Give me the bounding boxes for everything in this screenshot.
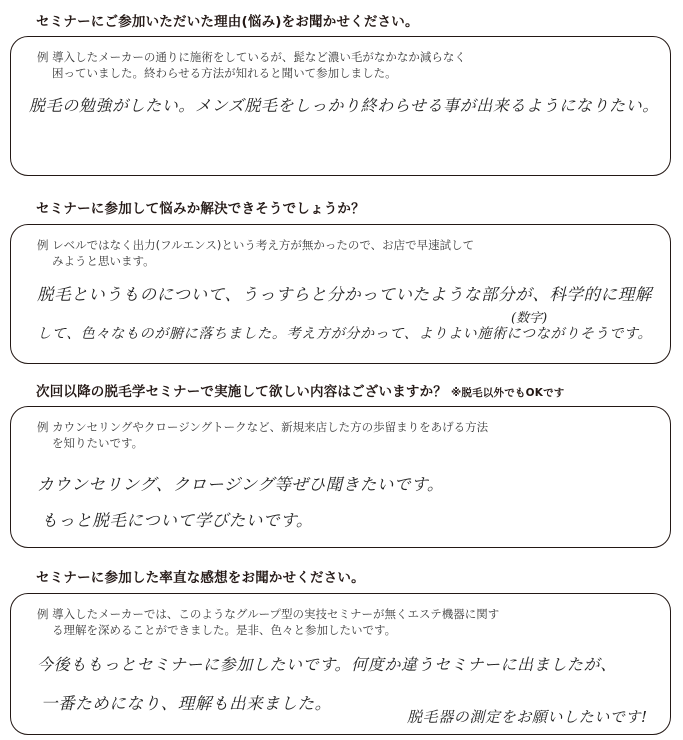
example-4-line-1: 例 導入したメーカーでは、このようなグループ型の実技セミナーが無くエステ機器に関す [37,607,500,621]
answer-box-4 [10,593,671,735]
handwritten-answer-4-line-1: 今後ももっとセミナーに参加したいです。何度か違うセミナーに出ましたが、 [37,655,617,674]
example-text-2 [37,237,474,269]
handwritten-answer-3-line-2: もっと脱毛について学びたいです。 [41,511,313,530]
question-3 [36,380,564,400]
answer-box-2 [10,224,671,364]
example-2-line-2: みようと思います。 [52,254,155,268]
example-text-3 [37,419,488,451]
example-3-line-1: 例 カウンセリングやクロージングトークなど、新規来店した方の歩留まりをあげる方法 [37,420,489,434]
answer-box-3 [10,406,671,548]
question-3-text: 次回以降の脱毛学セミナーで実施して欲しい内容はございますか？ [36,384,447,400]
handwritten-answer-2-line-1: 脱毛というものについて、うっすらと分かっていたような部分が、科学的に理解 [37,285,652,304]
handwritten-answer-2-line-2: して、色々なものが腑に落ちました。考え方が分かって、よりよい施術につながりそうです。 [37,326,653,342]
example-3-line-2: を知りたいです。 [52,436,144,450]
example-4-line-2: る理解を深めることができました。是非、色々と参加したいです。 [52,623,397,637]
handwritten-answer-1-line-1: 脱毛の勉強がしたい。メンズ脱毛をしっかり終わらせる事が出来るようになりたい。 [29,96,659,115]
example-2-line-1: 例 レベルではなく出力(フルエンス)という考え方が無かったので、お店で早速試して [37,238,475,252]
handwritten-answer-4-line-2: 一番ためになり、理解も出来ました。 [41,694,332,713]
handwritten-annotation: (数字) [511,311,548,326]
example-1-line-2: 困っていました。終わらせる方法が知れると聞いて参加しました。 [52,66,397,80]
example-text-4 [37,606,499,638]
handwritten-answer-3-line-1: カウンセリング、クロージング等ぜひ聞きたいです。 [37,475,445,494]
handwritten-answer-4-line-3: 脱毛器の測定をお願いしたいです! [407,708,648,726]
example-text-1 [37,49,466,81]
example-1-line-1: 例 導入したメーカーの通りに施術をしているが、髭など濃い毛がなかなか減らなく [37,50,466,64]
question-3-note: ※脱毛以外でもOKです [451,387,565,399]
question-1: セミナーにご参加いただいた理由(悩み)をお聞かせください。 [36,14,419,30]
answer-box-1 [10,36,671,176]
question-4: セミナーに参加した率直な感想をお聞かせください。 [36,570,365,586]
question-2: セミナーに参加して悩みか解決できそうでしょうか？ [36,201,365,217]
